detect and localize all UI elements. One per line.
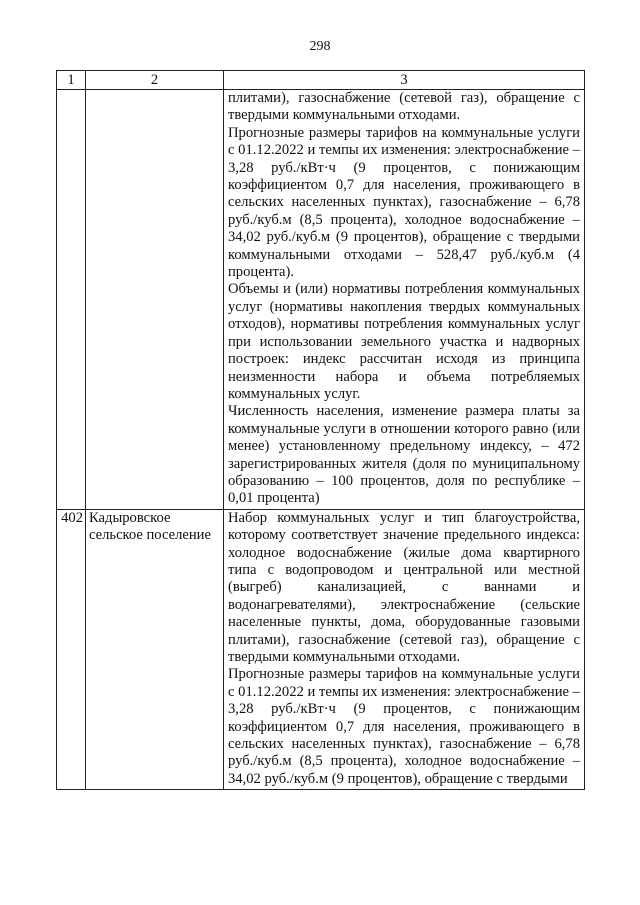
settlement-name: Кадыровское сельское поселение [86,509,224,790]
table-header-row [57,71,585,90]
tariff-table [56,70,585,790]
settlement-name [86,90,224,510]
paragraph: плитами), газоснабжение (сетевой газ), обращение с твердыми коммунальными отходами. [228,90,580,124]
table-row [57,509,585,790]
paragraph: Набор коммунальных услуг и тип благоустройства, которому соответствует значение предельного индекса: холодное водоснабжение (жилые дома квартирного типа с водопроводом и центральной или местной (выгреб) канализацией, с ваннами и водонагревателями), электроснабжение (сельские населенные пункты, дома, оборудованные газовыми плитами), газоснабжение (сетевой газ), обращение с твердыми коммунальными отходами. [228,509,580,665]
header-col-1: 1 [57,71,86,90]
paragraph: Прогнозные размеры тарифов на коммунальные услуги с 01.12.2022 и темпы их изменения: электроснабжение – 3,28 руб./кВт·ч (9 процентов, с понижающим коэффициентом 0,7 для населения, проживающего в сельских населенных пунктах), газоснабжение – 6,78 руб./куб.м (8,5 процента), холодное водоснабжение – 34,02 руб./куб.м (9 процентов), обращение с твердыми [228,666,580,787]
paragraph: Прогнозные размеры тарифов на коммунальные услуги с 01.12.2022 и темпы их изменения: электроснабжение – 3,28 руб./кВт·ч (9 процентов, с понижающим коэффициентом 0,7 для населения, проживающего в сельских населенных пунктах), газоснабжение – 6,78 руб./куб.м (8,5 процента), холодное водоснабжение – 34,02 руб./куб.м (9 процентов), обращение с твердыми коммунальными отходами – 528,47 руб./куб.м (4 процента). [228,124,580,281]
page-number: 298 [309,39,331,54]
row-description [224,509,585,790]
table-row [57,90,585,510]
header-col-2: 2 [86,71,224,90]
row-description [224,90,585,510]
header-col-3: 3 [224,71,585,90]
row-number [57,90,86,510]
paragraph: Объемы и (или) нормативы потребления коммунальных услуг (нормативы накопления твердых коммунальных отходов), нормативы потребления коммунальных услуг при использовании земельного участка и надворных построек: индекс рассчитан исходя из принципа неизменности набора и объема потребляемых коммунальных услуг. [228,281,580,402]
paragraph: Численность населения, изменение размера платы за коммунальные услуги в отношении которого равно (или менее) установленному предельному индексу, – 472 зарегистрированных жителя (доля по муниципальному образованию – 100 процентов, доля по республике – 0,01 процента) [228,403,580,507]
row-number: 402 [57,509,86,790]
